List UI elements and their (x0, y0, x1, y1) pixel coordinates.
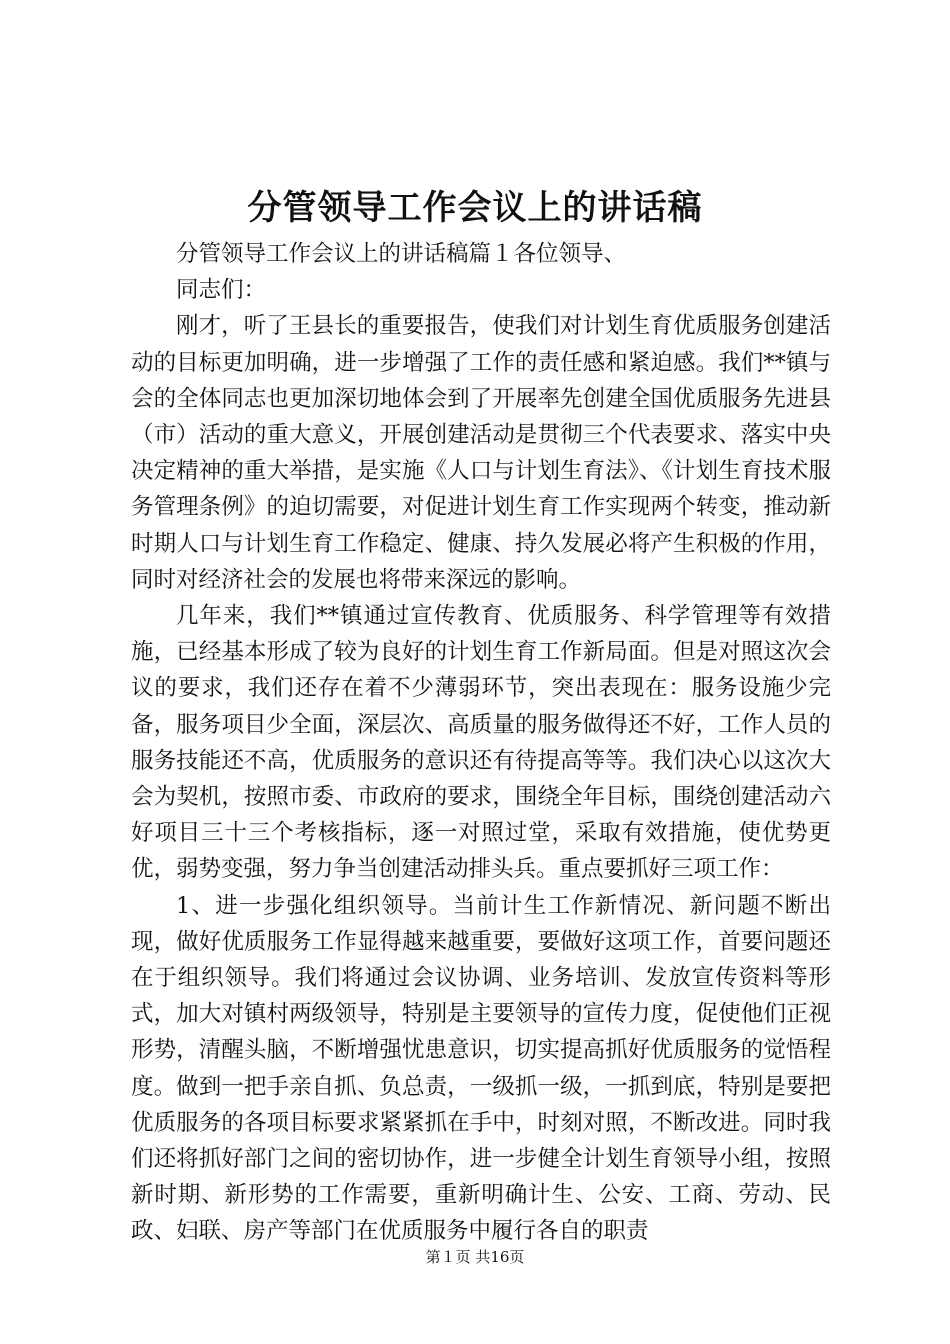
document-title: 分管领导工作会议上的讲话稿 (247, 188, 703, 228)
document-body (131, 236, 831, 1250)
paragraph-progress: 几年来，我们**镇通过宣传教育、优质服务、科学管理等有效措施，已经基本形成了较为良好的计划生育工作新局面。但是对照这次会议的要求，我们还存在着不少薄弱环节，突出表现在：服务设施少完备，服务项目少全面，深层次、高质量的服务做得还不好，工作人员的服务技能还不高，优质服务的意识还有待提高等等。我们决心以这次大会为契机，按照市委、市政府的要求，围绕全年目标，围绕创建活动六好项目三十三个考核指标，逐一对照过堂，采取有效措施，使优势更优，弱势变强，努力争当创建活动排头兵。重点要抓好三项工作： (131, 603, 831, 883)
page-footer: 第１页 共16页 (425, 1248, 525, 1266)
paragraph-salutation: 同志们： (176, 277, 267, 304)
paragraph-intro: 刚才，听了王县长的重要报告，使我们对计划生育优质服务创建活动的目标更加明确，进一步增强了工作的责任感和紧迫感。我们**镇与会的全体同志也更加深切地体会到了开展率先创建全国优质服务先进县（市）活动的重大意义，开展创建活动是贯彻三个代表要求、落实中央决定精神的重大举措，是实施《人口与计划生育法》、《计划生育技术服务管理条例》的迫切需要，对促进计划生育工作实现两个转变，推动新时期人口与计划生育工作稳定、健康、持久发展必将产生积极的作用，同时对经济社会的发展也将带来深远的影响。 (131, 313, 831, 593)
paragraph-greeting: 分管领导工作会议上的讲话稿篇１各位领导、 (176, 241, 627, 267)
paragraph-point-1: 1、进一步强化组织领导。当前计生工作新情况、新问题不断出现，做好优质服务工作显得越来越重要，要做好这项工作，首要问题还在于组织领导。我们将通过会议协调、业务培训、发放宣传资料等形式，加大对镇村两级领导，特别是主要领导的宣传力度，促使他们正视形势，清醒头脑，不断增强忧患意识，切实提高抓好优质服务的觉悟程度。做到一把手亲自抓、负总责，一级抓一级，一抓到底，特别是要把优质服务的各项目标要求紧紧抓在手中，时刻对照，不断改进。同时我们还将抓好部门之间的密切协作，进一步健全计划生育领导小组，按照新时期、新形势的工作需要，重新明确计生、公安、工商、劳动、民政、妇联、房产等部门在优质服务中履行各自的职责 (131, 892, 831, 1245)
